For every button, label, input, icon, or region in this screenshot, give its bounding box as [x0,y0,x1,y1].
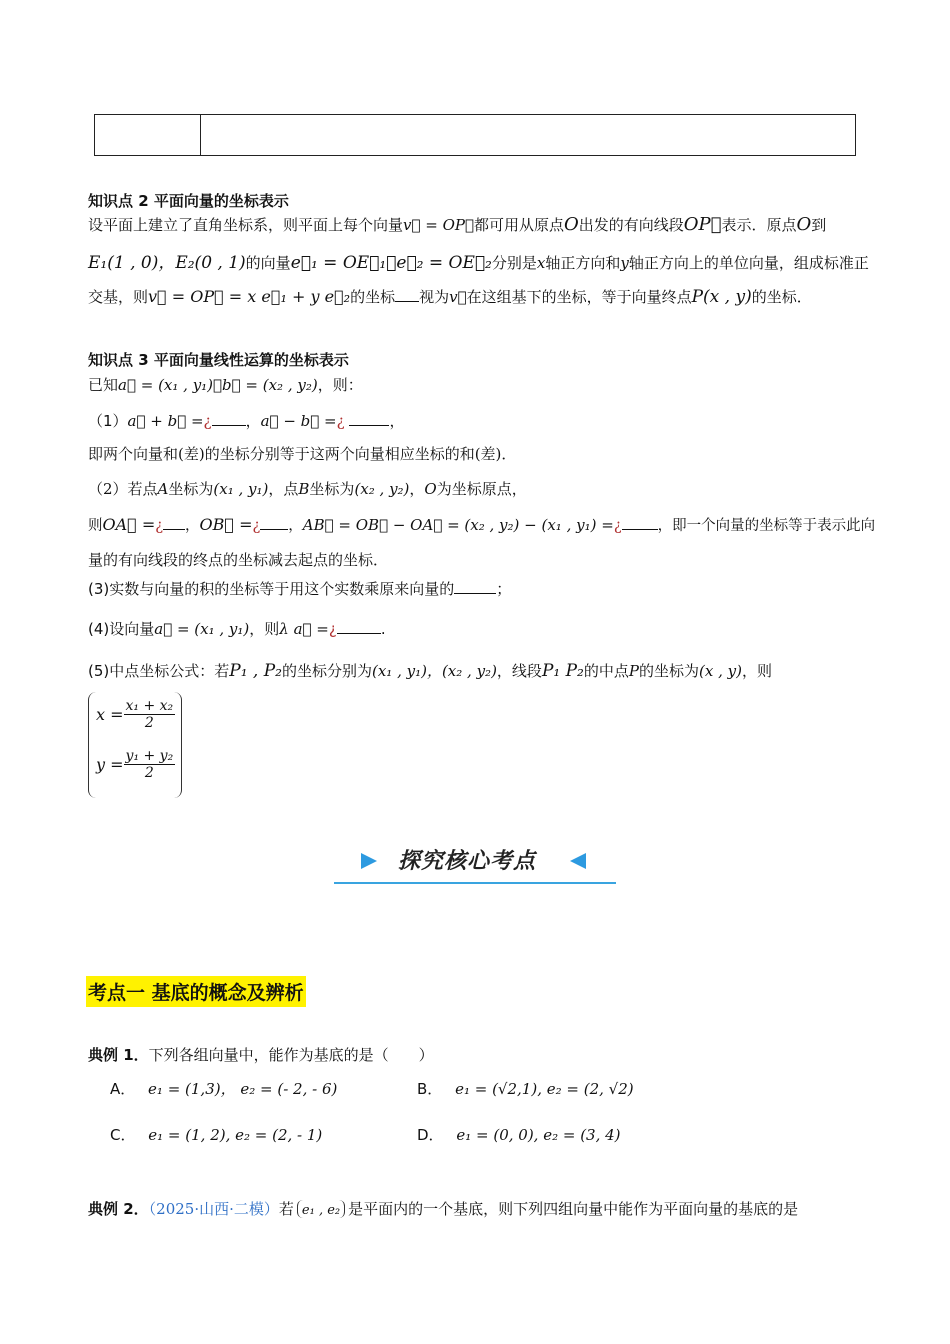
triangle-right-icon [361,853,377,869]
math-expression: OB⃗ = [199,515,253,534]
math-symbol: x [536,254,546,272]
math-expression: E₁(1 , 0)，E₂(0 , 1) [88,253,246,273]
text: 表示．原点 [721,216,797,234]
math-expression: a⃗ − b⃗ = [260,412,337,430]
text: 分别是 [491,254,537,272]
text: ， [389,412,405,430]
text: ， [245,412,261,430]
math-expression: P(x , y) [691,287,752,307]
option-expression: e₁ = (√2,1), e₂ = (2, √2) [455,1080,634,1098]
example1-question [88,1044,434,1065]
text: 的坐标 [350,288,396,306]
placeholder-glyph: ¿ [155,518,164,534]
example-label: 典例 1． [88,1046,149,1064]
example-label: 典例 2． [88,1200,149,1218]
math-symbol: P [628,662,639,680]
math-expression: (x₁ , y₁) [213,480,269,498]
numerator: x₁ + x₂ [125,698,174,714]
section2-paragraph-line3 [88,286,812,307]
text: . [380,620,386,638]
placeholder-glyph: ¿ [203,412,212,430]
text: 是平面内的一个基底，则下列四组向量中能作为平面向量的基底的是 [348,1200,799,1218]
text: ，即一个向量的坐标等于表示此向 [657,518,876,534]
item5-line [88,660,772,681]
math-expression: x = [96,705,124,724]
text: 交基，则 [88,288,149,306]
math-expression: (x , y) [698,662,742,680]
option-c[interactable] [110,1124,322,1145]
text: 轴正方向上的单位向量，组成标准正 [628,254,869,272]
text: ，则 [249,620,280,638]
text: ； [496,580,512,598]
item3-line [88,578,511,599]
math-symbol: v⃗ [449,288,467,306]
text: (5)中点坐标公式：若 [88,662,230,680]
option-label: B． [417,1080,443,1098]
text: ，则 [741,662,772,680]
fraction [124,748,176,781]
text: ， [409,480,425,498]
math-expression: λ a⃗ = [279,620,329,638]
text: 坐标为 [168,480,214,498]
denominator: 2 [144,715,154,731]
text: 若 [278,1200,294,1218]
text: (3)实数与向量的积的坐标等于用这个实数乘原来向量的 [88,580,455,598]
question-text: 下列各组向量中，能作为基底的是（ ） [148,1046,434,1064]
item-label: （1） [88,412,128,430]
math-symbol: A [157,480,169,498]
math-expression: (x₁ , y₁)，(x₂ , y₂) [371,662,497,680]
denominator: 2 [144,765,154,781]
text: 视为 [419,288,450,306]
text: 为坐标原点， [436,480,527,498]
math-expression: OP⃗ [683,214,722,235]
answer-blank [260,515,288,530]
option-label: D． [417,1126,444,1144]
text: 出发的有向线段 [578,216,684,234]
text: 的坐标． [751,288,812,306]
item1-line [88,410,404,431]
text: 已知 [88,376,119,394]
answer-blank [163,515,185,530]
math-symbol: O [796,214,812,235]
text: 设平面上建立了直角坐标系，则平面上每个向量 [88,216,404,234]
given-vectors-line [88,374,363,395]
item1-note: 即两个向量和(差)的坐标分别等于这两个向量相应坐标的和(差)． [88,445,517,463]
text: ，线段 [496,662,542,680]
math-expression: a⃗ = (x₁ , y₁) [154,620,250,638]
option-expression: e₁ = (0, 0), e₂ = (3, 4) [456,1126,621,1144]
math-symbol: y [620,254,629,272]
triangle-left-icon [570,853,586,869]
math-expression: P₁ P₂ [541,661,584,681]
text: 都可用从原点 [474,216,565,234]
text: （2）若点 [88,480,158,498]
text: 的中点 [583,662,629,680]
option-label: A． [110,1080,136,1098]
math-expression: y = [96,755,124,774]
text: ，则： [317,376,363,394]
table-column-divider [200,115,201,155]
math-expression: e₁ , e₂ [301,1203,341,1218]
math-expression: AB⃗ = OB⃗ − OA⃗ = (x₂ , y₂) − (x₁ , y₁) = [302,516,614,534]
fraction [124,698,176,731]
text: 的坐标分别为 [281,662,372,680]
math-expression: P₁ , P₂ [229,661,282,681]
item2-line3: 量的有向线段的终点的坐标减去起点的坐标． [88,551,389,569]
equation-x [96,698,175,731]
numerator: y₁ + y₂ [125,748,174,764]
answer-blank [349,411,389,426]
math-symbol: O [564,214,579,235]
text: 在这组基下的坐标，等于向量终点 [466,288,692,306]
section2-title: 知识点 2 平面向量的坐标表示 [88,192,289,210]
answer-blank [337,619,381,634]
math-symbol: B [298,480,310,498]
text: 轴正方向和 [545,254,621,272]
math-expression: a⃗ = (x₁ , y₁)，b⃗ = (x₂ , y₂) [118,376,318,394]
item4-line [88,618,386,639]
text: (4)设向量 [88,620,155,638]
math-expression: (x₂ , y₂) [354,480,410,498]
option-label: C． [110,1126,136,1144]
section2-paragraph-line1 [88,214,826,235]
text: 坐标为 [309,480,355,498]
source-tag: （2025·山西·二模） [148,1200,279,1218]
option-expression: e₁ = (1,3)， e₂ = (- 2, - 6) [148,1080,338,1098]
text: 的向量 [245,254,291,272]
placeholder-glyph: ¿ [336,412,345,430]
banner-underline [334,882,616,884]
answer-blank [622,515,658,530]
placeholder-glyph: ¿ [252,518,261,534]
text: ，点 [268,480,299,498]
example2-question [88,1198,798,1219]
banner-title: 探究核心考点 [398,849,537,874]
option-b[interactable] [417,1078,634,1099]
answer-blank [212,411,246,426]
item2-line1 [88,478,527,499]
math-expression: v⃗ = OP⃗ = x e⃗₁ + y e⃗₂ [148,287,351,306]
text: 到 [811,216,827,234]
basis-set [297,1200,345,1218]
section2-paragraph-line2 [88,248,869,273]
topic-heading: 考点一 基底的概念及辨析 [86,976,306,1007]
answer-blank [395,287,419,302]
text: 的坐标为 [638,662,699,680]
section3-title: 知识点 3 平面向量线性运算的坐标表示 [88,351,349,369]
equation-y [96,748,175,781]
item2-line2: 则OA⃗ =¿ ，OB⃗ =¿ ，AB⃗ = OB⃗ − OA⃗ = (x₂ , y₂) − (x₁ , y₁) =¿ ，即一个向量的坐标等于表示此向 [88,515,876,534]
placeholder-glyph: ¿ [328,620,337,638]
section-banner [334,838,616,884]
placeholder-glyph: ¿ [613,518,622,534]
math-expression: OA⃗ = [102,515,156,534]
math-expression: v⃗ = OP⃗ [403,216,474,234]
table-row [94,114,856,156]
answer-blank [454,579,496,594]
math-expression: e⃗₁ = OE⃗₁，e⃗₂ = OE⃗₂ [290,253,492,273]
option-expression: e₁ = (1, 2), e₂ = (2, - 1) [148,1126,323,1144]
math-symbol: O [424,480,437,498]
option-a[interactable] [110,1078,337,1099]
text: 则 [88,518,103,534]
option-d[interactable] [417,1124,621,1145]
math-expression: a⃗ + b⃗ = [127,412,204,430]
